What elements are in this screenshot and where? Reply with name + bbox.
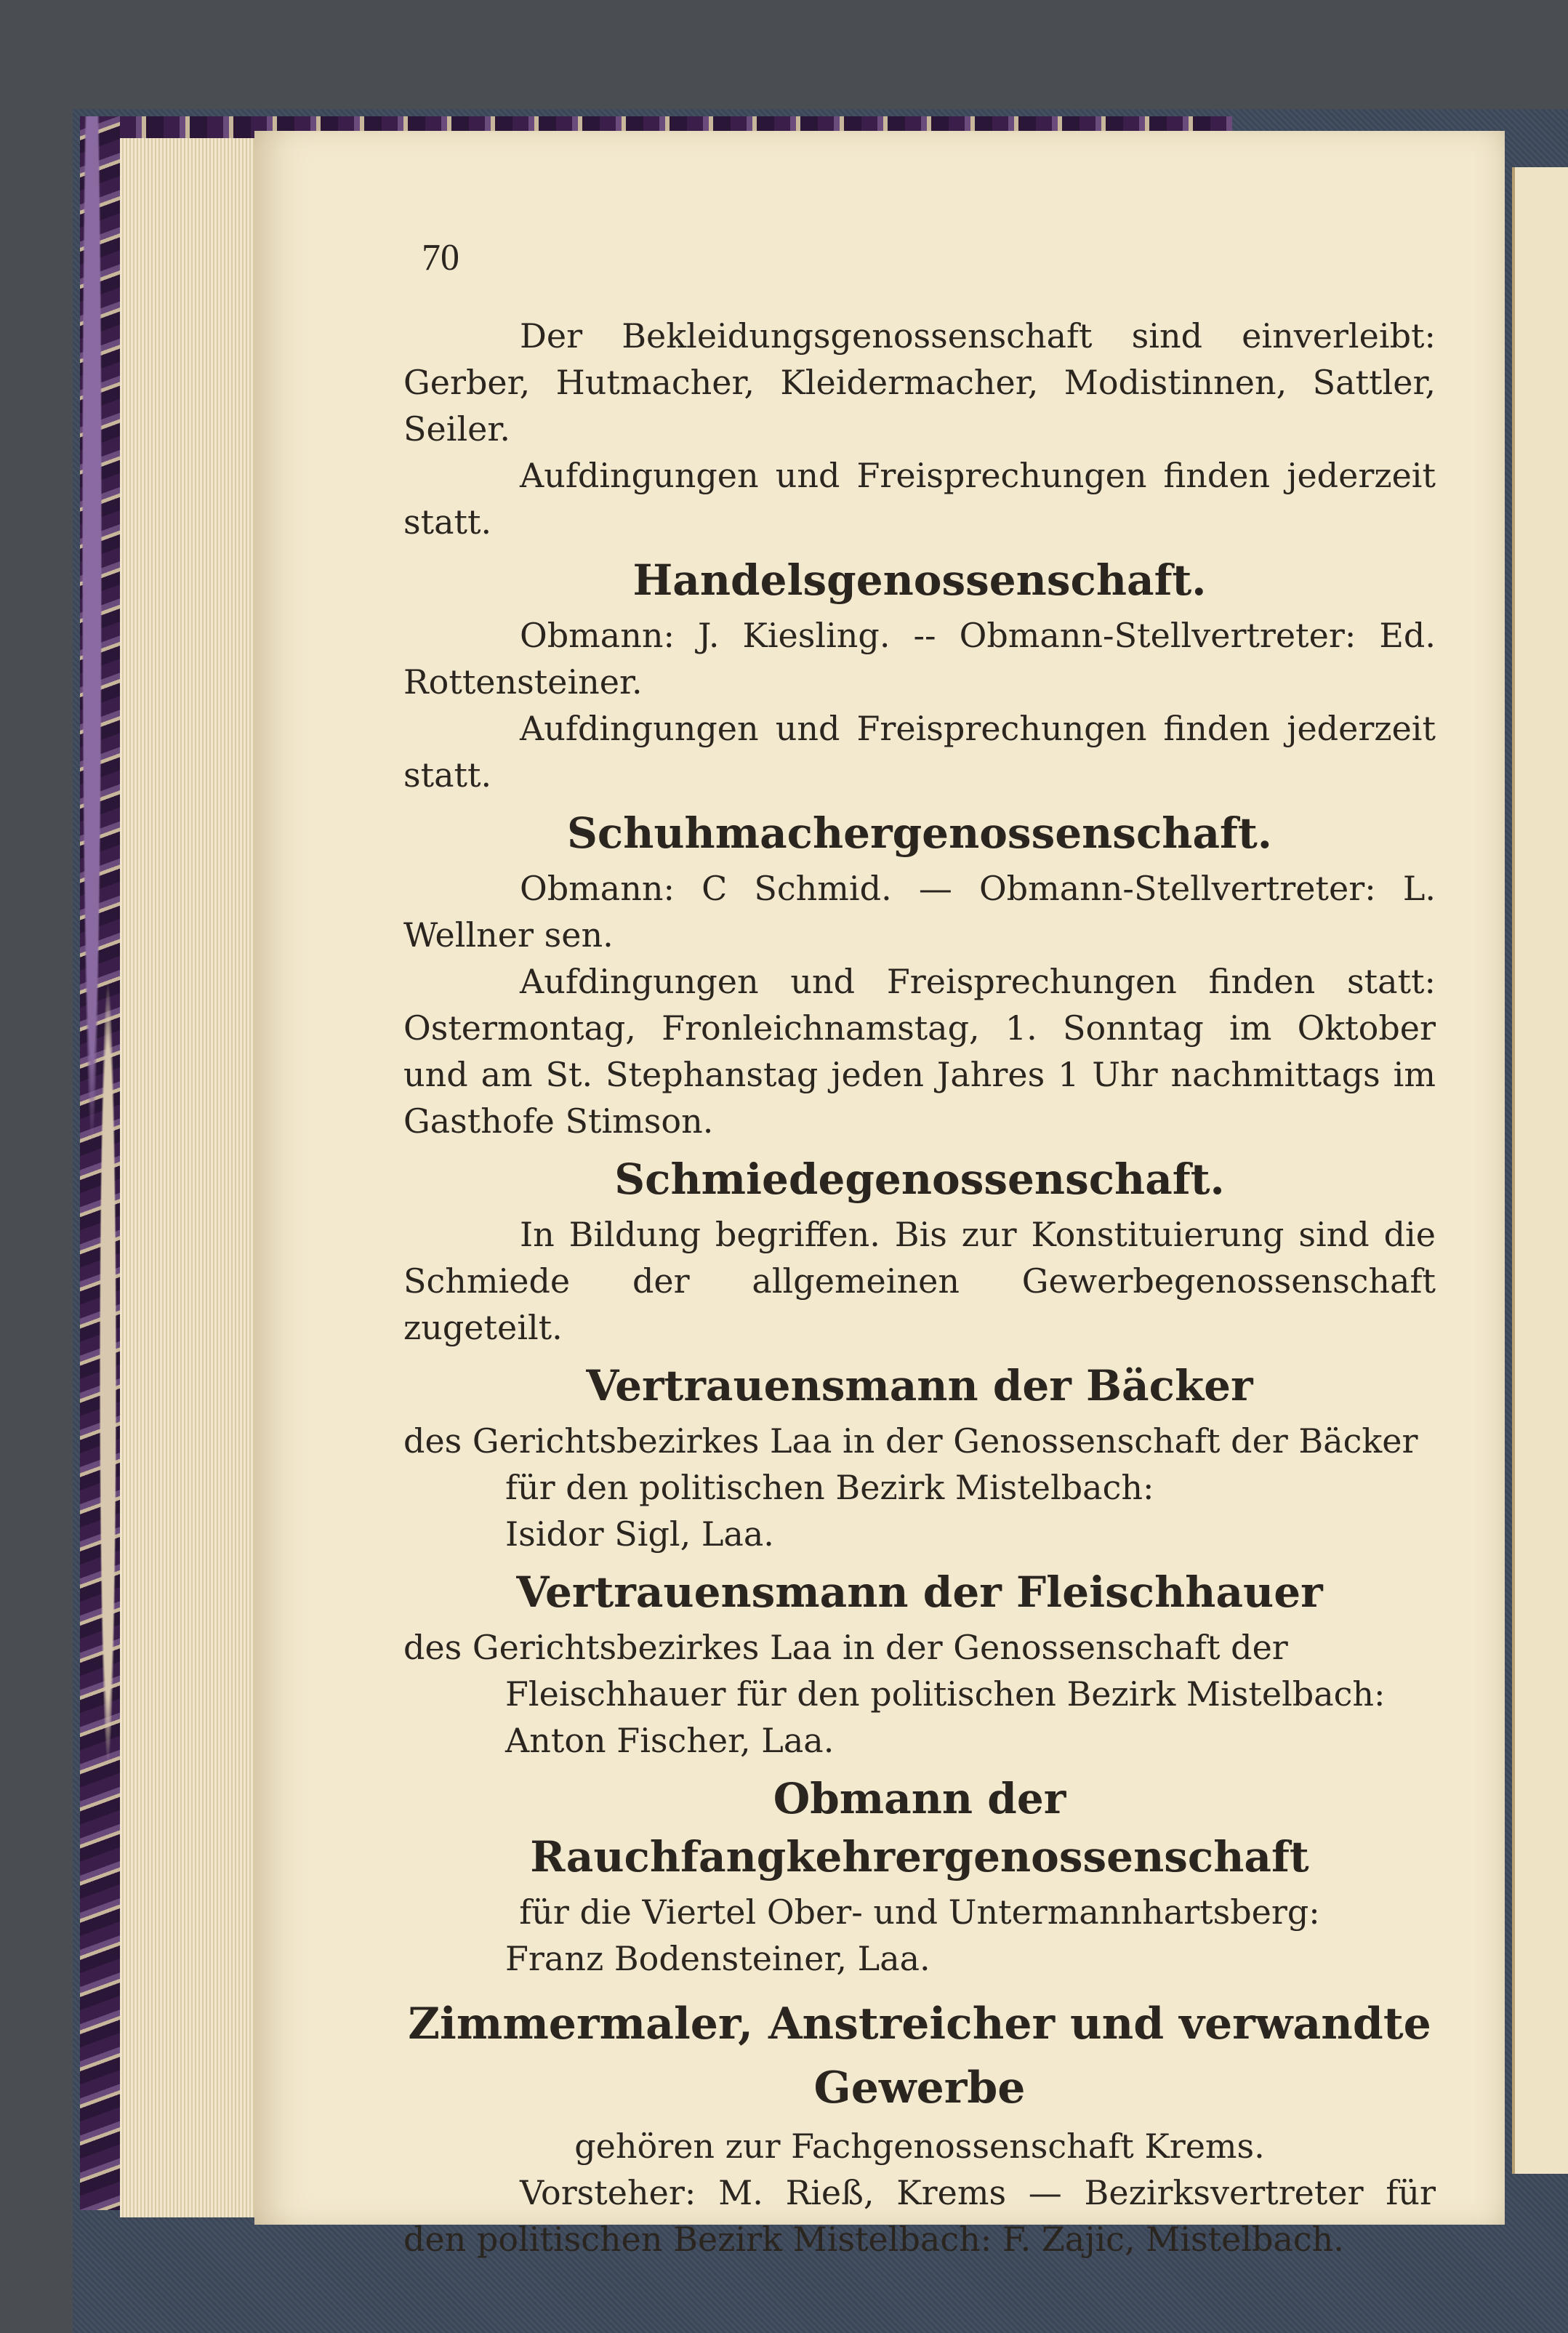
heading-zimmermaler: Zimmermaler, Anstreicher und verwandte Gewerbe	[408, 1999, 1431, 2113]
baecker-body: des Gerichtsbezirkes Laa in der Genossenschaft der Bäcker für den politischen Bezirk Mistelbach:	[403, 1421, 1418, 1507]
baecker-name: Isidor Sigl, Laa.	[505, 1514, 774, 1554]
schmiede-paragraph-1: In Bildung begriffen. Bis zur Konstituierung sind die Schmiede der allgemeinen Gewerbegenossenschaft zugeteilt.	[403, 1215, 1436, 1347]
intro-paragraph-1: Der Bekleidungsgenossenschaft sind einverleibt: Gerber, Hutmacher, Kleidermacher, Modistinnen, Sattler, Seiler.	[403, 316, 1436, 449]
fleisch-name: Anton Fischer, Laa.	[505, 1721, 835, 1760]
heading-schmiedegenossenschaft: Schmiedegenossenschaft.	[614, 1155, 1225, 1204]
fleisch-body: des Gerichtsbezirkes Laa in der Genossenschaft der Fleischhauer für den politischen Bezirk Mistelbach:	[403, 1628, 1386, 1714]
zimmer-paragraph-1: Vorsteher: M. Rieß, Krems — Bezirksvertreter für den politischen Bezirk Mistelbach: F. Zajic, Mistelbach.	[403, 2173, 1436, 2259]
handel-paragraph-1: Obmann: J. Kiesling. -- Obmann-Stellvertreter: Ed. Rottensteiner.	[403, 616, 1436, 702]
handel-paragraph-2: Aufdingungen und Freisprechungen finden jederzeit statt.	[403, 709, 1436, 795]
page-number: 70	[422, 237, 459, 278]
heading-vertrauensmann-fleischhauer: Vertrauensmann der Fleischhauer	[516, 1567, 1323, 1617]
schuh-paragraph-1: Obmann: C Schmid. — Obmann-Stellvertreter: L. Wellner sen.	[403, 869, 1436, 955]
zimmer-body: gehören zur Fachgenossenschaft Krems.	[574, 2127, 1265, 2166]
page-text	[403, 313, 1436, 2262]
heading-obmann-rauchfangkehrer: Obmann der Rauchfangkehrergenossenschaft	[530, 1774, 1309, 1882]
heading-vertrauensmann-baecker: Vertrauensmann der Bäcker	[586, 1361, 1253, 1410]
marbled-edge	[80, 116, 120, 2210]
rauch-name: Franz Bodensteiner, Laa.	[505, 1939, 930, 1978]
heading-schuhmachergenossenschaft: Schuhmachergenossenschaft.	[567, 808, 1272, 858]
schuh-paragraph-2: Aufdingungen und Freisprechungen finden statt: Ostermontag, Fronleichnamstag, 1. Sonntag im Oktober und am St. Stephanstag jeden Jahres 1 Uhr nachmittags im Gasthofe Stimson.	[403, 962, 1436, 1141]
heading-handelsgenossenschaft: Handelsgenossenschaft.	[632, 555, 1207, 605]
page-edges	[120, 138, 258, 2217]
rauch-body: für die Viertel Ober- und Untermannhartsberg:	[519, 1892, 1320, 1932]
intro-paragraph-2: Aufdingungen und Freisprechungen finden jederzeit statt.	[403, 456, 1436, 542]
facing-page-edge	[1512, 167, 1568, 2174]
